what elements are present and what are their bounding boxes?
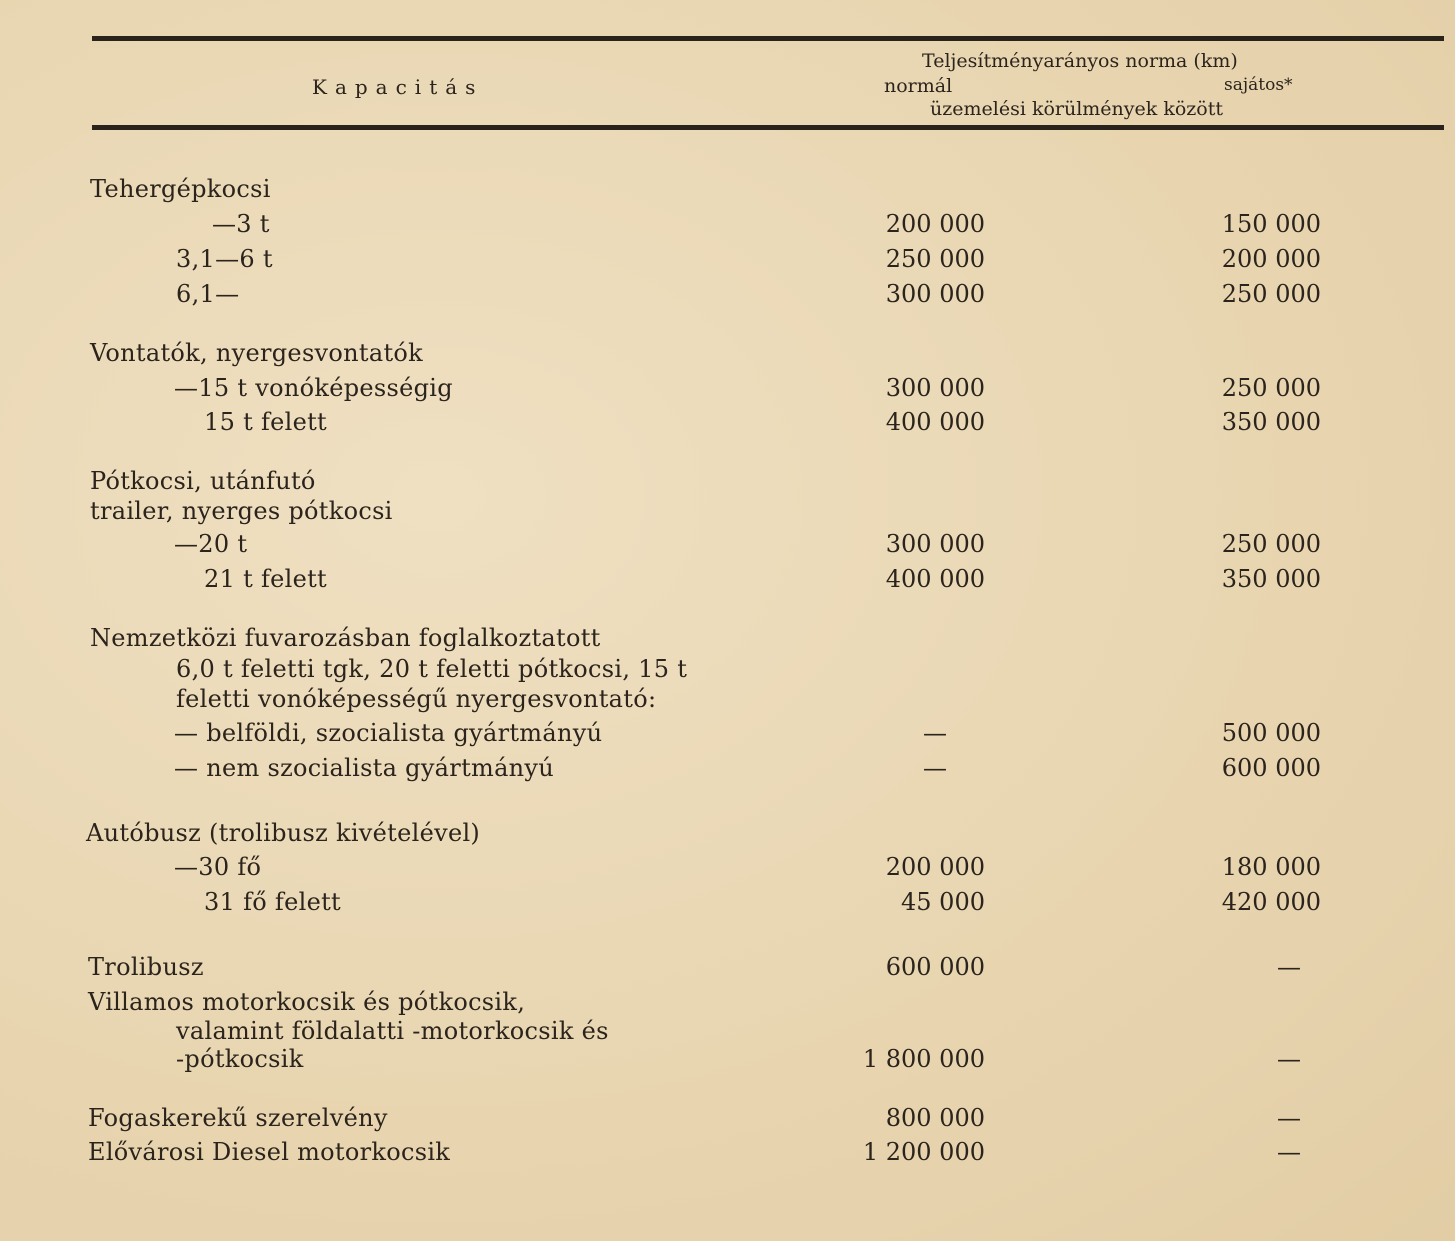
row-label: Pótkocsi, utánfutó — [90, 467, 316, 495]
value-sajatos: 200 000 — [1221, 245, 1321, 273]
value-sajatos: 420 000 — [1221, 888, 1321, 916]
row-label: trailer, nyerges pótkocsi — [90, 497, 393, 525]
table-row — [0, 1042, 1455, 1076]
row-label: —30 fő — [174, 853, 262, 881]
table-row — [0, 950, 1455, 984]
row-label: 31 fő felett — [204, 888, 341, 916]
row-label: —15 t vonóképességig — [174, 374, 453, 402]
row-label: —20 t — [174, 530, 248, 558]
table-row — [0, 1101, 1455, 1135]
value-sajatos: 350 000 — [1221, 408, 1321, 436]
header-rule — [92, 125, 1444, 130]
table-row — [0, 371, 1455, 405]
table-row — [0, 464, 1455, 498]
value-sajatos: 350 000 — [1221, 565, 1321, 593]
row-label: — nem szocialista gyártmányú — [174, 754, 555, 782]
header-kapacitas: Kapacitás — [312, 75, 484, 99]
header-col-sajatos: sajátos* — [1224, 75, 1293, 95]
header-col-normal: normál — [884, 75, 953, 97]
table-row — [0, 405, 1455, 439]
row-label: 6,0 t feletti tgk, 20 t feletti pótkocsi, 15 t — [176, 655, 688, 683]
row-label: —3 t — [212, 210, 270, 238]
table-row — [0, 716, 1455, 750]
value-sajatos: — — [1277, 1045, 1301, 1073]
row-label: Vontatók, nyergesvontatók — [90, 339, 424, 367]
row-label: Fogaskerekű szerelvény — [88, 1104, 388, 1132]
value-normal: 300 000 — [885, 280, 985, 308]
value-normal: 1 800 000 — [862, 1045, 985, 1073]
table-row — [0, 1135, 1455, 1169]
table-row — [0, 277, 1455, 311]
row-label: Trolibusz — [88, 953, 204, 981]
table-row — [0, 816, 1455, 850]
value-sajatos: 600 000 — [1221, 754, 1321, 782]
header-conditions: üzemelési körülmények között — [930, 98, 1223, 120]
value-sajatos: — — [1277, 1138, 1301, 1166]
value-normal: 300 000 — [885, 530, 985, 558]
value-sajatos: 500 000 — [1221, 719, 1321, 747]
value-sajatos: — — [1277, 1104, 1301, 1132]
value-sajatos: 250 000 — [1221, 280, 1321, 308]
value-sajatos: — — [1277, 953, 1301, 981]
header-norm-title: Teljesítményarányos norma (km) — [922, 50, 1238, 72]
value-normal: 600 000 — [885, 953, 985, 981]
row-label: 3,1—6 t — [176, 245, 273, 273]
value-normal: 200 000 — [885, 210, 985, 238]
row-label: Elővárosi Diesel motorkocsik — [88, 1138, 451, 1166]
row-label: valamint földalatti -motorkocsik és — [176, 1017, 609, 1045]
table-row — [0, 562, 1455, 596]
value-sajatos: 180 000 — [1221, 853, 1321, 881]
top-rule — [92, 36, 1444, 41]
row-label: Villamos motorkocsik és pótkocsik, — [88, 988, 526, 1016]
table-row — [0, 207, 1455, 241]
table-row — [0, 336, 1455, 370]
value-normal: 300 000 — [885, 374, 985, 402]
table-row — [0, 494, 1455, 528]
row-label: 6,1— — [176, 280, 240, 308]
value-normal: — — [923, 719, 947, 747]
value-normal: 250 000 — [885, 245, 985, 273]
table-row — [0, 172, 1455, 206]
row-label: feletti vonóképességű nyergesvontató: — [176, 685, 657, 713]
value-normal: 400 000 — [885, 408, 985, 436]
row-label: Tehergépkocsi — [90, 175, 271, 203]
value-sajatos: 250 000 — [1221, 374, 1321, 402]
table-row — [0, 751, 1455, 785]
row-label: 21 t felett — [204, 565, 327, 593]
table-row — [0, 242, 1455, 276]
table-row — [0, 652, 1455, 686]
value-normal: 45 000 — [901, 888, 985, 916]
row-label: Nemzetközi fuvarozásban foglalkoztatott — [90, 624, 601, 652]
row-label: 15 t felett — [204, 408, 327, 436]
value-normal: — — [923, 754, 947, 782]
table-row — [0, 527, 1455, 561]
value-normal: 400 000 — [885, 565, 985, 593]
table-row — [0, 682, 1455, 716]
table-row — [0, 850, 1455, 884]
value-normal: 800 000 — [885, 1104, 985, 1132]
table-row — [0, 885, 1455, 919]
row-label: -pótkocsik — [176, 1045, 304, 1073]
value-normal: 200 000 — [885, 853, 985, 881]
table-row — [0, 621, 1455, 655]
value-sajatos: 250 000 — [1221, 530, 1321, 558]
value-normal: 1 200 000 — [862, 1138, 985, 1166]
value-sajatos: 150 000 — [1221, 210, 1321, 238]
row-label: — belföldi, szocialista gyártmányú — [174, 719, 603, 747]
row-label: Autóbusz (trolibusz kivételével) — [86, 819, 481, 847]
